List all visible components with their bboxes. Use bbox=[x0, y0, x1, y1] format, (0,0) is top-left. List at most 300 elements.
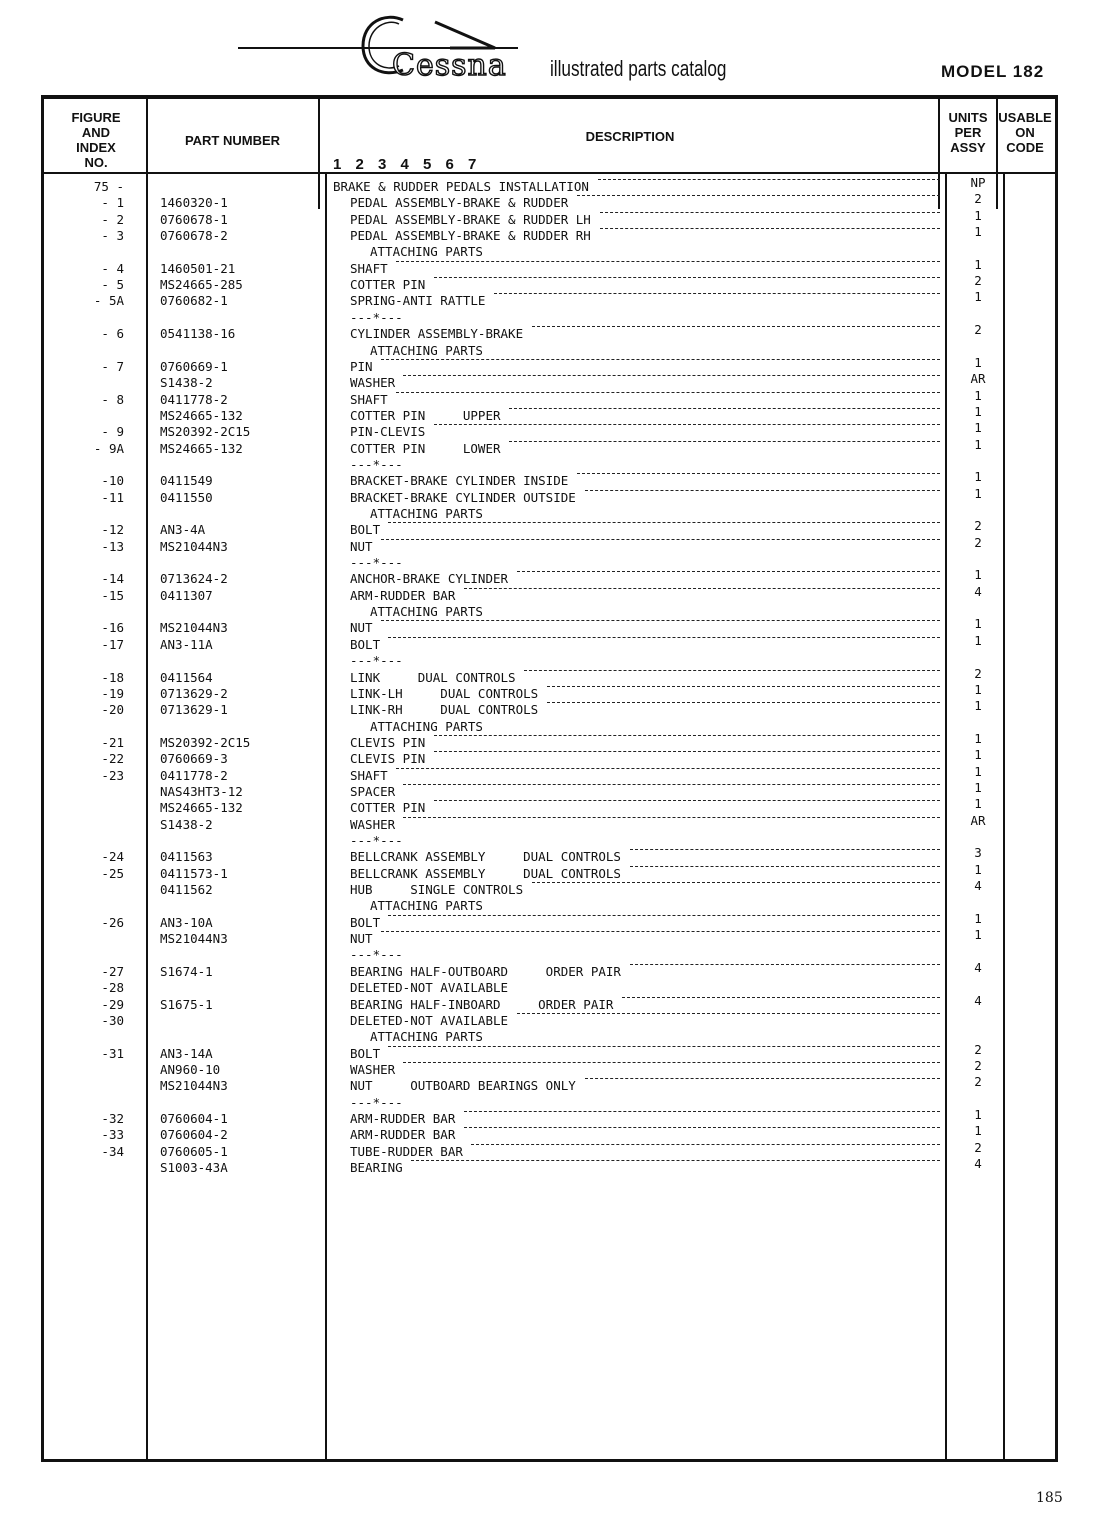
index-cell: - 8 bbox=[101, 391, 124, 407]
units-cell: 1 bbox=[974, 730, 982, 746]
description-cell: BEARING HALF-INBOARD ORDER PAIR bbox=[350, 996, 614, 1012]
part-number-cell: 1460320-1 bbox=[160, 195, 228, 211]
units-cell: AR bbox=[970, 812, 986, 828]
dot-leader bbox=[630, 866, 940, 867]
part-number-cell: AN960-10 bbox=[160, 1061, 221, 1077]
page-number: 185 bbox=[1036, 1490, 1063, 1506]
part-number-cell: MS21044N3 bbox=[160, 538, 228, 554]
units-cell: 1 bbox=[974, 1106, 982, 1122]
part-number-cell: 0541138-16 bbox=[160, 326, 236, 342]
table-row bbox=[0, 506, 1113, 522]
table-row bbox=[0, 653, 1113, 669]
index-cell: -12 bbox=[101, 522, 124, 538]
index-cell: -30 bbox=[101, 1012, 124, 1028]
table-row bbox=[0, 1057, 1113, 1078]
index-cell: -27 bbox=[101, 963, 124, 979]
index-cell: -28 bbox=[101, 980, 124, 996]
units-cell: 1 bbox=[974, 927, 982, 943]
part-number-cell: 0713629-1 bbox=[160, 702, 228, 718]
index-cell: -17 bbox=[101, 636, 124, 652]
part-number-cell: 1460501-21 bbox=[160, 260, 236, 276]
description-cell: ---*--- bbox=[350, 1094, 403, 1110]
table-row bbox=[0, 1074, 1113, 1094]
brand-name: Cessna bbox=[392, 48, 507, 83]
index-cell: -34 bbox=[101, 1143, 124, 1159]
table-row bbox=[0, 1029, 1113, 1045]
table-row bbox=[0, 485, 1113, 506]
index-cell: -24 bbox=[101, 849, 124, 865]
index-cell: - 5A bbox=[93, 293, 124, 309]
description-cell: SHAFT bbox=[350, 391, 388, 407]
part-number-cell: MS21044N3 bbox=[160, 931, 228, 947]
header-usable: USABLE ON CODE bbox=[998, 110, 1052, 155]
indent-digits: 1 2 3 4 5 6 7 bbox=[333, 156, 482, 173]
index-cell: - 2 bbox=[101, 211, 124, 227]
units-cell: 2 bbox=[974, 1139, 982, 1155]
part-number-cell: 0760678-2 bbox=[160, 228, 228, 244]
description-cell: BELLCRANK ASSEMBLY DUAL CONTROLS bbox=[350, 865, 621, 881]
description-cell: ---*--- bbox=[350, 456, 403, 472]
units-cell: 1 bbox=[974, 796, 982, 812]
dot-leader bbox=[532, 882, 940, 883]
dot-leader bbox=[517, 1013, 940, 1014]
part-number-cell: MS24665-132 bbox=[160, 440, 243, 456]
dot-leader bbox=[532, 326, 940, 327]
description-cell: NUT bbox=[350, 620, 373, 636]
part-number-cell: AN3-4A bbox=[160, 522, 206, 538]
index-cell: 75 - bbox=[93, 179, 124, 194]
part-number-cell: S1438-2 bbox=[160, 375, 213, 391]
header-rule bbox=[44, 172, 1055, 174]
part-number-cell: MS24665-132 bbox=[160, 407, 243, 423]
dot-leader bbox=[630, 849, 940, 850]
table-row bbox=[0, 555, 1113, 571]
index-cell: - 1 bbox=[101, 195, 124, 211]
part-number-cell: 0411573-1 bbox=[160, 865, 228, 881]
units-cell: 1 bbox=[974, 207, 982, 223]
table-row bbox=[0, 763, 1113, 784]
units-cell: 2 bbox=[974, 1057, 982, 1073]
dot-leader bbox=[388, 1046, 940, 1047]
table-row bbox=[0, 747, 1113, 767]
description-cell: TUBE-RUDDER BAR bbox=[350, 1143, 463, 1159]
dot-leader bbox=[524, 670, 940, 671]
index-cell: -10 bbox=[101, 473, 124, 489]
dot-leader bbox=[403, 784, 940, 785]
part-number-cell: S1674-1 bbox=[160, 963, 213, 979]
part-number-cell: 0411564 bbox=[160, 669, 213, 685]
units-cell: 1 bbox=[974, 256, 982, 272]
part-number-cell: 0760669-3 bbox=[160, 751, 228, 767]
description-cell: ---*--- bbox=[350, 833, 403, 848]
part-number-cell: NAS43HT3-12 bbox=[160, 783, 243, 799]
table-row bbox=[0, 1123, 1113, 1143]
part-number-cell: 0760604-1 bbox=[160, 1110, 228, 1126]
index-cell: - 9 bbox=[101, 424, 124, 440]
description-cell: SPACER bbox=[350, 783, 396, 799]
dot-leader bbox=[396, 392, 940, 393]
units-cell: 1 bbox=[974, 420, 982, 436]
table-row bbox=[0, 343, 1113, 359]
description-cell: BOLT bbox=[350, 522, 381, 538]
index-cell: -19 bbox=[101, 685, 124, 701]
dot-leader bbox=[585, 490, 941, 491]
table-row bbox=[0, 616, 1113, 636]
index-cell: -23 bbox=[101, 767, 124, 783]
dot-leader bbox=[598, 179, 940, 180]
part-number-cell: AN3-11A bbox=[160, 636, 213, 652]
description-cell: NUT bbox=[350, 538, 373, 554]
units-cell: 3 bbox=[974, 845, 982, 861]
description-cell: ATTACHING PARTS bbox=[370, 1029, 483, 1045]
table-row bbox=[0, 796, 1113, 816]
dot-leader bbox=[547, 686, 940, 687]
description-cell: PIN bbox=[350, 358, 373, 374]
description-cell: COTTER PIN LOWER bbox=[350, 440, 501, 456]
table-row bbox=[0, 861, 1113, 882]
dot-leader bbox=[396, 768, 940, 769]
units-cell: 4 bbox=[974, 878, 982, 894]
description-cell: ATTACHING PARTS bbox=[370, 898, 483, 914]
table-row bbox=[0, 567, 1113, 587]
table-row bbox=[0, 845, 1113, 865]
description-cell: BELLCRANK ASSEMBLY DUAL CONTROLS bbox=[350, 849, 621, 865]
part-number-cell: AN3-14A bbox=[160, 1045, 213, 1061]
table-row bbox=[0, 256, 1113, 277]
table-row bbox=[0, 665, 1113, 686]
part-number-cell: MS24665-132 bbox=[160, 800, 243, 816]
table-row bbox=[0, 469, 1113, 489]
description-cell: ARM-RUDDER BAR bbox=[350, 1127, 456, 1143]
part-number-cell: 0760605-1 bbox=[160, 1143, 228, 1159]
table-row bbox=[0, 878, 1113, 898]
part-number-cell: S1438-2 bbox=[160, 816, 213, 832]
index-cell: - 3 bbox=[101, 228, 124, 244]
units-cell: 2 bbox=[974, 1074, 982, 1090]
description-cell: COTTER PIN bbox=[350, 800, 426, 816]
units-cell: 1 bbox=[974, 681, 982, 697]
index-cell: - 7 bbox=[101, 358, 124, 374]
table-row bbox=[0, 457, 1113, 473]
part-number-cell: 0411562 bbox=[160, 882, 213, 898]
description-cell: PIN-CLEVIS bbox=[350, 424, 426, 440]
description-cell: SHAFT bbox=[350, 767, 388, 783]
dot-leader bbox=[388, 637, 940, 638]
dot-leader bbox=[434, 424, 941, 425]
units-cell: 2 bbox=[974, 518, 982, 534]
description-cell: ATTACHING PARTS bbox=[370, 506, 483, 521]
dot-leader bbox=[434, 277, 941, 278]
description-cell: ---*--- bbox=[350, 309, 403, 325]
description-cell: COTTER PIN UPPER bbox=[350, 407, 501, 423]
table-row bbox=[0, 583, 1113, 604]
units-cell: 1 bbox=[974, 224, 982, 240]
description-cell: SHAFT bbox=[350, 260, 388, 276]
index-cell: - 9A bbox=[93, 440, 124, 456]
table-row bbox=[0, 779, 1113, 800]
description-cell: BRAKE & RUDDER PEDALS INSTALLATION bbox=[333, 179, 589, 194]
dot-leader bbox=[434, 751, 941, 752]
units-cell: 1 bbox=[974, 567, 982, 583]
units-cell: AR bbox=[970, 371, 986, 387]
part-number-cell: MS21044N3 bbox=[160, 1078, 228, 1094]
table-row bbox=[0, 604, 1113, 620]
page-header bbox=[0, 0, 1113, 100]
dot-leader bbox=[381, 931, 940, 932]
table-row bbox=[0, 518, 1113, 538]
dot-leader bbox=[600, 212, 940, 213]
units-cell: 2 bbox=[974, 191, 982, 207]
index-cell: -15 bbox=[101, 587, 124, 603]
dot-leader bbox=[585, 1078, 941, 1079]
dot-leader bbox=[403, 1062, 940, 1063]
index-cell: -20 bbox=[101, 702, 124, 718]
part-number-cell: MS21044N3 bbox=[160, 620, 228, 636]
table-row bbox=[0, 1095, 1113, 1111]
part-number-cell: AN3-10A bbox=[160, 914, 213, 930]
description-cell: ARM-RUDDER BAR bbox=[350, 1110, 456, 1126]
description-cell: CYLINDER ASSEMBLY-BRAKE bbox=[350, 326, 524, 342]
table-row bbox=[0, 322, 1113, 342]
table-row bbox=[0, 992, 1113, 1013]
dot-leader bbox=[434, 735, 941, 736]
description-cell: LINK-RH DUAL CONTROLS bbox=[350, 702, 539, 718]
dot-leader bbox=[388, 522, 940, 523]
index-cell: -14 bbox=[101, 571, 124, 587]
index-cell: - 4 bbox=[101, 260, 124, 276]
dot-leader bbox=[471, 1144, 940, 1145]
part-number-cell: 0713624-2 bbox=[160, 571, 228, 587]
table-row bbox=[0, 534, 1113, 555]
dot-leader bbox=[381, 620, 940, 621]
part-number-cell: MS20392-2C15 bbox=[160, 734, 251, 750]
units-cell: 1 bbox=[974, 747, 982, 763]
index-cell: -31 bbox=[101, 1045, 124, 1061]
description-cell: ---*--- bbox=[350, 947, 403, 963]
part-number-cell: 0713629-2 bbox=[160, 685, 228, 701]
units-cell: 1 bbox=[974, 485, 982, 501]
dot-leader bbox=[381, 539, 940, 540]
part-number-cell: 0411778-2 bbox=[160, 767, 228, 783]
table-row bbox=[0, 273, 1113, 293]
table-row bbox=[0, 436, 1113, 457]
units-cell: 2 bbox=[974, 273, 982, 289]
model-label: MODEL 182 bbox=[941, 62, 1045, 81]
description-cell: PEDAL ASSEMBLY-BRAKE & RUDDER bbox=[350, 195, 569, 211]
table-row bbox=[0, 387, 1113, 408]
table-row bbox=[0, 371, 1113, 391]
dot-leader bbox=[630, 964, 940, 965]
description-cell: ATTACHING PARTS bbox=[370, 604, 483, 620]
description-cell: COTTER PIN bbox=[350, 277, 426, 293]
part-number-cell: 0411778-2 bbox=[160, 391, 228, 407]
index-cell: -13 bbox=[101, 538, 124, 554]
table-row bbox=[0, 191, 1113, 211]
table-row bbox=[0, 833, 1113, 849]
catalog-subtitle: illustrated parts catalog bbox=[550, 56, 727, 81]
index-cell: -18 bbox=[101, 669, 124, 685]
description-cell: WASHER bbox=[350, 816, 396, 832]
units-cell: 4 bbox=[974, 959, 982, 975]
units-cell: 1 bbox=[974, 387, 982, 403]
dot-leader bbox=[403, 817, 940, 818]
units-cell: 2 bbox=[974, 534, 982, 550]
units-cell: 1 bbox=[974, 1123, 982, 1139]
description-cell: ---*--- bbox=[350, 653, 403, 669]
header-part-number: PART NUMBER bbox=[184, 133, 281, 148]
description-cell: ATTACHING PARTS bbox=[370, 718, 483, 734]
table-row bbox=[0, 420, 1113, 440]
dot-leader bbox=[509, 441, 940, 442]
index-cell: -11 bbox=[101, 489, 124, 505]
description-cell: DELETED-NOT AVAILABLE bbox=[350, 1012, 509, 1028]
table-row bbox=[0, 224, 1113, 244]
description-cell: DELETED-NOT AVAILABLE bbox=[350, 980, 509, 996]
part-number-cell: 0760682-1 bbox=[160, 293, 228, 309]
table-row bbox=[0, 910, 1113, 931]
index-cell: -21 bbox=[101, 734, 124, 750]
dot-leader bbox=[577, 473, 940, 474]
description-cell: BOLT bbox=[350, 914, 381, 930]
part-number-cell: 0760669-1 bbox=[160, 358, 228, 374]
dot-leader bbox=[517, 571, 940, 572]
description-cell: PEDAL ASSEMBLY-BRAKE & RUDDER LH bbox=[350, 211, 591, 227]
description-cell: NUT bbox=[350, 931, 373, 947]
description-cell: BOLT bbox=[350, 1045, 381, 1061]
units-cell: 4 bbox=[974, 1156, 982, 1171]
dot-leader bbox=[464, 1111, 940, 1112]
table-row bbox=[0, 1139, 1113, 1160]
units-cell: 1 bbox=[974, 289, 982, 305]
description-cell: HUB SINGLE CONTROLS bbox=[350, 882, 524, 898]
table-row bbox=[0, 354, 1113, 375]
units-cell: 1 bbox=[974, 910, 982, 926]
table-row bbox=[0, 698, 1113, 718]
description-cell: NUT OUTBOARD BEARINGS ONLY bbox=[350, 1078, 576, 1094]
table-row bbox=[0, 980, 1113, 996]
description-cell: WASHER bbox=[350, 1061, 396, 1077]
index-cell: - 5 bbox=[101, 277, 124, 293]
part-number-cell: S1003-43A bbox=[160, 1160, 228, 1175]
table-row bbox=[0, 947, 1113, 963]
description-cell: CLEVIS PIN bbox=[350, 734, 426, 750]
table-row bbox=[0, 244, 1113, 260]
index-cell: -22 bbox=[101, 751, 124, 767]
index-cell: -33 bbox=[101, 1127, 124, 1143]
dot-leader bbox=[622, 997, 940, 998]
description-cell: ATTACHING PARTS bbox=[370, 244, 483, 260]
header-description: DESCRIPTION bbox=[585, 129, 675, 144]
units-cell: NP bbox=[970, 175, 986, 190]
table-row bbox=[0, 289, 1113, 309]
index-cell: -29 bbox=[101, 996, 124, 1012]
header-units: UNITS PER ASSY bbox=[948, 110, 988, 155]
table-row bbox=[0, 310, 1113, 326]
units-cell: 4 bbox=[974, 583, 982, 599]
dot-leader bbox=[434, 800, 941, 801]
description-cell: BEARING bbox=[350, 1160, 403, 1175]
description-cell: LINK-LH DUAL CONTROLS bbox=[350, 685, 539, 701]
table-row bbox=[0, 812, 1113, 833]
part-number-cell: MS20392-2C15 bbox=[160, 424, 251, 440]
description-cell: ATTACHING PARTS bbox=[370, 342, 483, 358]
index-cell: - 6 bbox=[101, 326, 124, 342]
units-cell: 2 bbox=[974, 1041, 982, 1057]
table-row bbox=[0, 1041, 1113, 1062]
table-row bbox=[0, 927, 1113, 947]
dot-leader bbox=[403, 375, 940, 376]
units-cell: 2 bbox=[974, 665, 982, 681]
units-cell: 1 bbox=[974, 616, 982, 632]
index-cell: -32 bbox=[101, 1110, 124, 1126]
index-cell: -16 bbox=[101, 620, 124, 636]
dot-leader bbox=[600, 228, 940, 229]
units-cell: 1 bbox=[974, 779, 982, 795]
dot-leader bbox=[464, 1127, 940, 1128]
table-row bbox=[0, 719, 1113, 735]
table-row bbox=[0, 403, 1113, 424]
description-cell: LINK DUAL CONTROLS bbox=[350, 669, 516, 685]
dot-leader bbox=[396, 261, 940, 262]
units-cell: 1 bbox=[974, 763, 982, 779]
table-row bbox=[0, 898, 1113, 914]
dot-leader bbox=[547, 702, 940, 703]
part-number-cell: 0411307 bbox=[160, 587, 213, 603]
description-cell: BRACKET-BRAKE CYLINDER OUTSIDE bbox=[350, 489, 576, 505]
units-cell: 1 bbox=[974, 632, 982, 648]
units-cell: 1 bbox=[974, 698, 982, 714]
units-cell: 1 bbox=[974, 469, 982, 485]
dot-leader bbox=[509, 408, 940, 409]
description-cell: SPRING-ANTI RATTLE bbox=[350, 293, 486, 309]
table-row bbox=[0, 1156, 1113, 1176]
part-number-cell: MS24665-285 bbox=[160, 277, 243, 293]
units-cell: 1 bbox=[974, 861, 982, 877]
units-cell: 2 bbox=[974, 322, 982, 338]
index-cell: -25 bbox=[101, 865, 124, 881]
description-cell: ANCHOR-BRAKE CYLINDER bbox=[350, 571, 509, 587]
table-row bbox=[0, 1013, 1113, 1029]
description-cell: ARM-RUDDER BAR bbox=[350, 587, 456, 603]
table-row bbox=[0, 959, 1113, 980]
dot-leader bbox=[381, 359, 940, 360]
dot-leader bbox=[388, 915, 940, 916]
table-row bbox=[0, 207, 1113, 228]
header-index: FIGURE AND INDEX NO. bbox=[71, 110, 121, 170]
table-row bbox=[0, 730, 1113, 751]
units-cell: 1 bbox=[974, 403, 982, 419]
table-row bbox=[0, 175, 1113, 195]
units-cell: 1 bbox=[974, 436, 982, 452]
table-row bbox=[0, 681, 1113, 702]
part-number-cell: 0760604-2 bbox=[160, 1127, 228, 1143]
dot-leader bbox=[577, 195, 940, 196]
description-cell: BRACKET-BRAKE CYLINDER INSIDE bbox=[350, 473, 569, 489]
description-cell: ---*--- bbox=[350, 555, 403, 571]
dot-leader bbox=[411, 1160, 940, 1161]
part-number-cell: 0411550 bbox=[160, 489, 213, 505]
description-cell: WASHER bbox=[350, 375, 396, 391]
part-number-cell: 0411563 bbox=[160, 849, 213, 865]
table-row bbox=[0, 1106, 1113, 1127]
part-number-cell: 0760678-1 bbox=[160, 211, 228, 227]
description-cell: BEARING HALF-OUTBOARD ORDER PAIR bbox=[350, 963, 621, 979]
index-cell: -26 bbox=[101, 914, 124, 930]
units-cell: 4 bbox=[974, 992, 982, 1008]
table-row bbox=[0, 632, 1113, 653]
description-cell: BOLT bbox=[350, 636, 381, 652]
description-cell: CLEVIS PIN bbox=[350, 751, 426, 767]
